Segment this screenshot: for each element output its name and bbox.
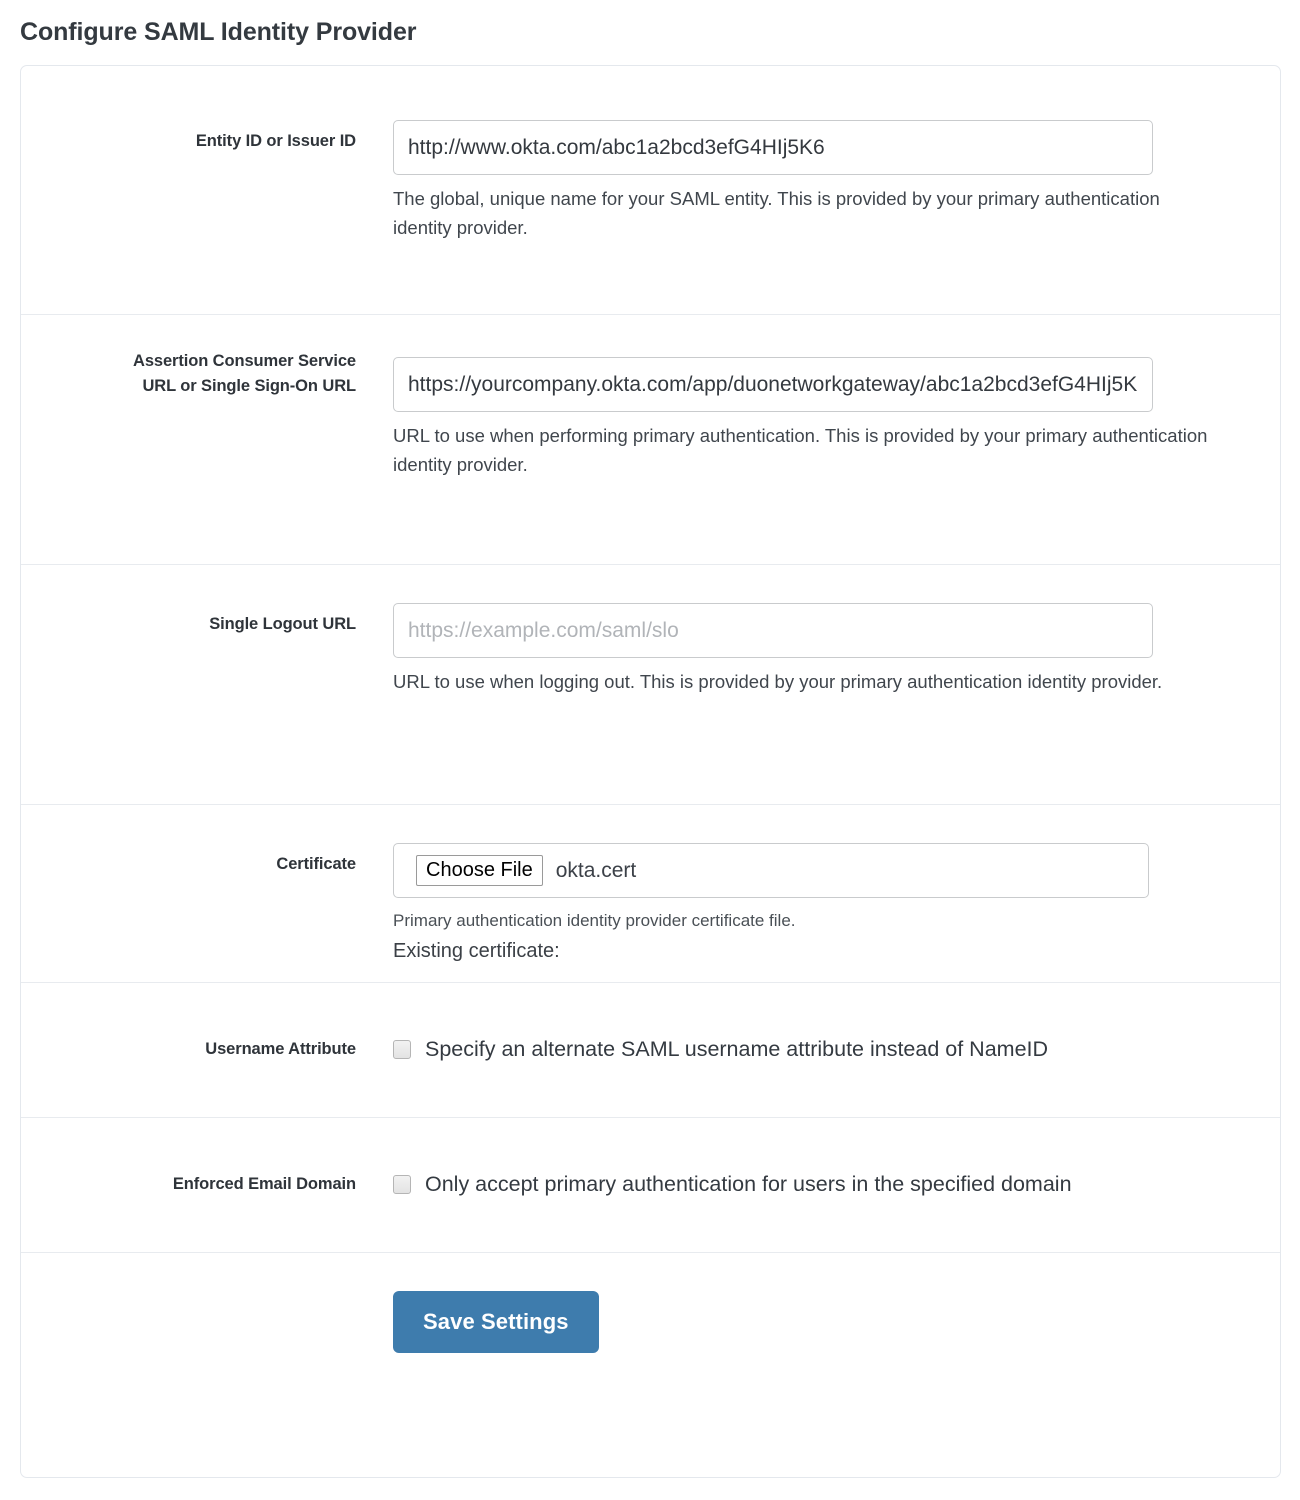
save-settings-button[interactable]: Save Settings <box>393 1291 599 1353</box>
form-row-enforced-email-domain <box>21 1117 1280 1252</box>
username-attribute-checkbox-label: Specify an alternate SAML username attribute instead of NameID <box>425 1037 1049 1061</box>
form-row-acs-url <box>21 314 1280 564</box>
enforced-email-domain-checkbox[interactable] <box>393 1175 411 1194</box>
enforced-email-domain-checkbox-label: Only accept primary authentication for users in the specified domain <box>425 1172 1072 1196</box>
certificate-file-name: okta.cert <box>555 858 637 882</box>
certificate-file-input[interactable] <box>393 843 1149 898</box>
slo-url-label: Single Logout URL <box>209 615 356 633</box>
acs-url-input[interactable] <box>393 357 1153 412</box>
form-row-slo-url <box>21 564 1280 804</box>
username-attribute-checkbox[interactable] <box>393 1040 411 1059</box>
form-row-username-attribute <box>21 982 1280 1117</box>
username-attribute-checkbox-row[interactable] <box>393 1035 1262 1063</box>
form-row-entity-id <box>21 66 1280 314</box>
certificate-help: Primary authentication identity provider certificate file. <box>393 911 796 930</box>
existing-certificate-label: Existing certificate: <box>393 940 560 962</box>
form-row-actions <box>21 1252 1280 1392</box>
page-title: Configure SAML Identity Provider <box>20 18 417 46</box>
entity-id-help: The global, unique name for your SAML entity. This is provided by your primary authentication identity provider. <box>393 188 1160 238</box>
form-row-certificate <box>21 804 1280 982</box>
enforced-email-domain-checkbox-row[interactable] <box>393 1170 1262 1198</box>
saml-settings-panel <box>20 65 1281 1478</box>
enforced-email-domain-label: Enforced Email Domain <box>172 1175 356 1193</box>
acs-url-help: URL to use when performing primary authentication. This is provided by your primary authentication identity provider. <box>393 425 1208 475</box>
slo-url-help: URL to use when logging out. This is provided by your primary authentication identity provider. <box>393 671 1163 692</box>
username-attribute-label: Username Attribute <box>205 1040 356 1058</box>
entity-id-label: Entity ID or Issuer ID <box>195 132 356 150</box>
slo-url-input[interactable] <box>393 603 1153 658</box>
acs-url-label: Assertion Consumer Service URL or Single Sign-On URL <box>133 352 356 395</box>
entity-id-input[interactable] <box>393 120 1153 175</box>
certificate-label: Certificate <box>276 855 356 873</box>
choose-file-button[interactable]: Choose File <box>416 855 543 886</box>
